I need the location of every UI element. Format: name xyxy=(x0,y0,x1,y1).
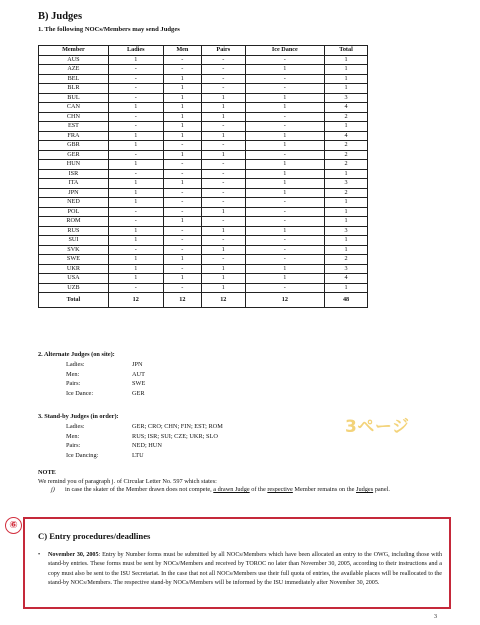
note-title: NOTE xyxy=(38,469,56,476)
table-cell: - xyxy=(163,245,201,255)
table-cell: 1 xyxy=(245,169,325,179)
list-item-value: GER; CRO; CHN; FIN; EST; ROM xyxy=(132,422,223,430)
table-row xyxy=(39,112,368,122)
table-cell: - xyxy=(245,245,325,255)
table-cell: - xyxy=(108,283,163,293)
table-cell: BEL xyxy=(39,74,109,84)
table-cell: 1 xyxy=(108,198,163,208)
table-cell: - xyxy=(202,255,246,265)
table-cell: 4 xyxy=(325,131,368,141)
table-cell: - xyxy=(245,283,325,293)
table-cell: 1 xyxy=(325,65,368,75)
table-cell: 1 xyxy=(245,188,325,198)
table-cell: 1 xyxy=(163,131,201,141)
table-row xyxy=(39,84,368,94)
table-cell: 1 xyxy=(245,65,325,75)
respective-link: respective xyxy=(267,486,293,494)
table-cell: ITA xyxy=(39,179,109,189)
table-cell: - xyxy=(163,198,201,208)
total-cell: Total xyxy=(39,293,109,308)
table-cell: 4 xyxy=(325,103,368,113)
table-cell: ISR xyxy=(39,169,109,179)
table-cell: POL xyxy=(39,207,109,217)
table-cell: - xyxy=(108,122,163,132)
entry-deadline-date: November 30, 2005 xyxy=(48,552,99,558)
table-cell: 2 xyxy=(325,141,368,151)
table-cell: GBR xyxy=(39,141,109,151)
table-cell: 1 xyxy=(108,103,163,113)
table-cell: 1 xyxy=(325,84,368,94)
table-cell: 1 xyxy=(108,264,163,274)
table-cell: - xyxy=(202,65,246,75)
table-cell: - xyxy=(245,198,325,208)
judges-link: Judges xyxy=(356,486,374,494)
table-cell: RUS xyxy=(39,226,109,236)
table-cell: GER xyxy=(39,150,109,160)
section-b-subtitle: 1. The following NOCs/Members may send Judges xyxy=(38,26,180,33)
table-cell: - xyxy=(202,84,246,94)
table-cell: - xyxy=(202,236,246,246)
table-row xyxy=(39,160,368,170)
list-item-value: LTU xyxy=(132,452,144,460)
table-cell: CAN xyxy=(39,103,109,113)
entry-deadline-item xyxy=(38,551,442,588)
table-cell: 1 xyxy=(163,122,201,132)
table-cell: 1 xyxy=(325,169,368,179)
table-cell: 1 xyxy=(202,283,246,293)
table-cell: UKR xyxy=(39,264,109,274)
table-cell: 1 xyxy=(163,255,201,265)
table-cell: 1 xyxy=(202,131,246,141)
table-row xyxy=(39,283,368,293)
table-cell: 3 xyxy=(325,93,368,103)
table-cell: - xyxy=(245,217,325,227)
table-cell: 1 xyxy=(108,160,163,170)
table-cell: 1 xyxy=(245,131,325,141)
table-cell: - xyxy=(108,112,163,122)
table-cell: 1 xyxy=(163,103,201,113)
alternate-judges-title: 2. Alternate Judges (on site): xyxy=(38,351,115,358)
table-cell: - xyxy=(245,236,325,246)
entry-deadline-text: : Entry by Number forms must be submitted by all NOCs/Members which have been allocated an entry to the OWG, including those with stand-by entries. These forms must be sent by NOCs/Members and received by TOROC no later than November 30, 2005, according to their instructions and a copy must also be sent to the ISU Secretariat. In the case that not all NOCs/Members use their full quota of entries, the available places will be reallocated to the stand-by NOCs/Members. The respective stand-by NOCs/Members will be informed by the ISU immediately after November 30, 2005. xyxy=(48,552,442,586)
table-row xyxy=(39,55,368,65)
table-cell: 1 xyxy=(325,74,368,84)
list-item-label: Ice Dancing: xyxy=(66,452,99,460)
table-cell: 1 xyxy=(108,226,163,236)
table-cell: 4 xyxy=(325,274,368,284)
table-row xyxy=(39,93,368,103)
table-cell: 1 xyxy=(163,112,201,122)
table-row xyxy=(39,150,368,160)
table-cell: 1 xyxy=(245,160,325,170)
table-cell: - xyxy=(202,198,246,208)
table-cell: - xyxy=(202,179,246,189)
list-item xyxy=(38,360,145,370)
table-row xyxy=(39,226,368,236)
list-item-value: AUT xyxy=(132,370,145,378)
table-cell: - xyxy=(108,74,163,84)
table-cell: 1 xyxy=(108,255,163,265)
table-cell: 3 xyxy=(325,226,368,236)
table-cell: 1 xyxy=(202,245,246,255)
table-cell: 3 xyxy=(325,264,368,274)
table-cell: 1 xyxy=(325,207,368,217)
table-row xyxy=(39,122,368,132)
table-cell: - xyxy=(163,283,201,293)
table-row xyxy=(39,169,368,179)
table-cell: 1 xyxy=(202,112,246,122)
table-row xyxy=(39,141,368,151)
table-cell: USA xyxy=(39,274,109,284)
table-cell: 2 xyxy=(325,150,368,160)
standby-judges-title: 3. Stand-by Judges (in order): xyxy=(38,413,119,420)
table-cell: 1 xyxy=(108,274,163,284)
table-cell: - xyxy=(163,160,201,170)
table-row xyxy=(39,245,368,255)
table-cell: 1 xyxy=(325,122,368,132)
table-cell: SUI xyxy=(39,236,109,246)
table-cell: - xyxy=(245,150,325,160)
table-cell: 1 xyxy=(163,84,201,94)
list-item-value: NED; HUN xyxy=(132,442,162,450)
table-cell: - xyxy=(245,255,325,265)
alternate-judges-section xyxy=(38,350,145,399)
table-row xyxy=(39,264,368,274)
table-cell: 1 xyxy=(202,103,246,113)
column-header: Member xyxy=(39,46,109,56)
table-row xyxy=(39,255,368,265)
list-item-value: GER xyxy=(132,390,145,398)
table-cell: 1 xyxy=(163,217,201,227)
table-cell: - xyxy=(245,84,325,94)
page-number: 3 xyxy=(434,614,437,620)
table-cell: - xyxy=(202,188,246,198)
note-item-text: in case the skater of the Member drawn does not compete, a drawn Judge of the respective Member remains on the Judges panel. xyxy=(65,486,390,494)
list-item-label: Ice Dance: xyxy=(66,390,94,398)
table-cell: 3 xyxy=(325,179,368,189)
table-cell: AUS xyxy=(39,55,109,65)
table-cell: - xyxy=(163,141,201,151)
table-cell: - xyxy=(202,169,246,179)
table-cell: 1 xyxy=(108,188,163,198)
table-cell: 2 xyxy=(325,255,368,265)
table-row xyxy=(39,131,368,141)
table-cell: - xyxy=(245,74,325,84)
table-cell: SWE xyxy=(39,255,109,265)
table-cell: - xyxy=(202,122,246,132)
section-c-title: C) Entry procedures/deadlines xyxy=(38,531,151,541)
list-item xyxy=(38,389,145,399)
table-cell: ROM xyxy=(39,217,109,227)
total-cell: 12 xyxy=(202,293,246,308)
table-cell: - xyxy=(202,217,246,227)
total-cell: 48 xyxy=(325,293,368,308)
table-cell: 1 xyxy=(325,217,368,227)
table-cell: 1 xyxy=(163,150,201,160)
total-cell: 12 xyxy=(163,293,201,308)
column-header: Pairs xyxy=(202,46,246,56)
table-cell: SVK xyxy=(39,245,109,255)
table-cell: - xyxy=(202,74,246,84)
table-cell: 1 xyxy=(163,274,201,284)
table-cell: HUN xyxy=(39,160,109,170)
list-item-label: Ladies: xyxy=(66,422,85,430)
table-row xyxy=(39,103,368,113)
table-cell: 1 xyxy=(245,103,325,113)
table-row xyxy=(39,65,368,75)
table-cell: 1 xyxy=(325,283,368,293)
note-item-letter: j) xyxy=(51,486,55,494)
table-cell: 1 xyxy=(245,274,325,284)
table-cell: AZE xyxy=(39,65,109,75)
column-header: Ice Dance xyxy=(245,46,325,56)
note-section xyxy=(38,469,442,495)
table-cell: - xyxy=(108,150,163,160)
table-cell: CHN xyxy=(39,112,109,122)
table-cell: 2 xyxy=(325,188,368,198)
table-cell: 1 xyxy=(163,74,201,84)
table-cell: JPN xyxy=(39,188,109,198)
table-cell: 1 xyxy=(202,93,246,103)
list-item-label: Pairs: xyxy=(66,380,81,388)
table-cell: - xyxy=(163,236,201,246)
table-cell: 1 xyxy=(163,93,201,103)
table-cell: - xyxy=(163,65,201,75)
table-cell: 1 xyxy=(202,226,246,236)
table-cell: 1 xyxy=(202,274,246,284)
table-cell: FRA xyxy=(39,131,109,141)
table-cell: UZB xyxy=(39,283,109,293)
table-cell: - xyxy=(108,217,163,227)
list-item-label: Pairs: xyxy=(66,442,81,450)
column-header: Men xyxy=(163,46,201,56)
table-cell: 1 xyxy=(202,207,246,217)
list-item xyxy=(38,422,223,432)
list-item xyxy=(38,432,223,442)
table-cell: - xyxy=(245,122,325,132)
table-cell: 1 xyxy=(325,55,368,65)
table-cell: - xyxy=(108,169,163,179)
table-cell: - xyxy=(245,55,325,65)
table-cell: BLR xyxy=(39,84,109,94)
table-cell: - xyxy=(202,55,246,65)
table-cell: 1 xyxy=(108,131,163,141)
table-row xyxy=(39,188,368,198)
list-item xyxy=(38,441,223,451)
list-item xyxy=(38,451,223,461)
table-cell: 1 xyxy=(108,236,163,246)
list-item-label: Men: xyxy=(66,432,80,440)
column-header: Total xyxy=(325,46,368,56)
table-cell: 1 xyxy=(325,245,368,255)
table-cell: 1 xyxy=(245,93,325,103)
table-cell: 1 xyxy=(202,264,246,274)
list-item-value: SWE xyxy=(132,380,146,388)
table-cell: 2 xyxy=(325,112,368,122)
table-cell: - xyxy=(163,55,201,65)
list-item xyxy=(38,379,145,389)
table-cell: 1 xyxy=(245,226,325,236)
judges-table-header xyxy=(39,46,368,56)
total-cell: 12 xyxy=(245,293,325,308)
judges-table xyxy=(38,45,368,308)
table-cell: 1 xyxy=(108,179,163,189)
table-cell: - xyxy=(245,112,325,122)
table-cell: 1 xyxy=(325,236,368,246)
list-item-label: Ladies: xyxy=(66,360,85,368)
table-cell: 1 xyxy=(108,141,163,151)
bullet-icon: • xyxy=(38,552,41,558)
table-cell: NED xyxy=(39,198,109,208)
table-cell: - xyxy=(163,207,201,217)
page-annotation-stamp: 3ページ xyxy=(345,417,410,437)
total-cell: 12 xyxy=(108,293,163,308)
table-cell: 1 xyxy=(245,141,325,151)
table-row xyxy=(39,207,368,217)
table-cell: - xyxy=(163,188,201,198)
list-item-value: RUS; ISR; SUI; CZE; UKR; SLO xyxy=(132,432,218,440)
table-cell: - xyxy=(202,141,246,151)
list-item-label: Men: xyxy=(66,370,80,378)
table-cell: - xyxy=(163,264,201,274)
table-cell: 1 xyxy=(163,179,201,189)
table-cell: 1 xyxy=(245,264,325,274)
callout-number-badge: ⑥ xyxy=(5,517,22,534)
table-cell: 1 xyxy=(325,198,368,208)
table-cell: - xyxy=(202,160,246,170)
note-intro: We remind you of paragraph j. of Circular Letter No. 597 which states: xyxy=(38,477,217,485)
table-cell: - xyxy=(108,93,163,103)
table-row xyxy=(39,198,368,208)
table-cell: - xyxy=(163,169,201,179)
table-cell: 1 xyxy=(108,55,163,65)
standby-judges-section xyxy=(38,412,223,461)
list-item xyxy=(38,370,145,380)
table-cell: - xyxy=(108,207,163,217)
drawn-judge-link: a drawn Judge xyxy=(213,486,250,494)
table-cell: - xyxy=(108,65,163,75)
column-header: Ladies xyxy=(108,46,163,56)
table-cell: EST xyxy=(39,122,109,132)
section-b-title: B) Judges xyxy=(38,11,83,22)
table-row xyxy=(39,179,368,189)
table-row xyxy=(39,274,368,284)
table-cell: 1 xyxy=(245,179,325,189)
table-row xyxy=(39,217,368,227)
table-cell: BUL xyxy=(39,93,109,103)
list-item-value: JPN xyxy=(132,360,143,368)
table-cell: - xyxy=(245,207,325,217)
table-row xyxy=(39,74,368,84)
table-row xyxy=(39,236,368,246)
table-cell: 2 xyxy=(325,160,368,170)
table-cell: - xyxy=(108,84,163,94)
table-cell: - xyxy=(163,226,201,236)
table-cell: 1 xyxy=(202,150,246,160)
table-cell: - xyxy=(108,245,163,255)
total-row xyxy=(39,293,368,308)
